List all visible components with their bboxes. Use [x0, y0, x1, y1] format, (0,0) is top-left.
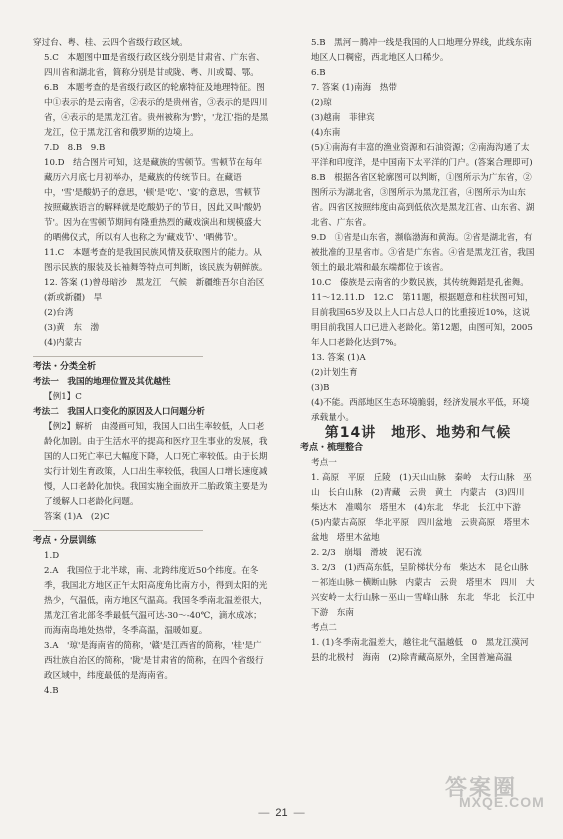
text-line: 2. 2/3 崩塌 滑坡 泥石流 [311, 548, 422, 558]
text-line: 穿过台、粤、桂、云四个省级行政区域。 [33, 38, 188, 48]
section-divider [33, 356, 203, 357]
text-line: (5)①南海有丰富的渔业资源和石油资源；②南海沟通了太平洋和印度洋，是中国南下太平洋的门户。(答案合理即可) [311, 143, 533, 168]
text-line: 7.D 8.B 9.B [44, 143, 106, 153]
text-line: 11～12.11.D 12.C 第11题，根据题意和柱状图可知，目前我国65岁及以上人口占总人口的比重接近10%，这说明目前我国人口已进入老龄化。第12题，由图可知，2005年人口老龄化达到7%。 [311, 293, 534, 348]
text-line: 6.B 本题考查的是省级行政区的轮廓特征及地理特征。图中①表示的是云南省，②表示的是贵州省，③表示的是四川省，④表示的是黑龙江省。贵州被称为'黔'，'龙江'指的是黑龙江，位于黑龙江省和俄罗斯的边境上。 [44, 83, 269, 138]
page-number: — 21 — [0, 806, 563, 821]
text-line: 8.B 根据各省区轮廓图可以判断，①图所示为广东省，②图所示为湖北省，③图所示为黑龙江省，④图所示为山东省。四省区按照纬度由高到低依次是黑龙江省、山东省、湖北省、广东省。 [311, 173, 535, 228]
text-line: 3. 2/3 (1)西高东低，呈阶梯状分布 柴达木 昆仑山脉－祁连山脉－横断山脉 内蒙古 云贵 塔里木 四川 大兴安岭－太行山脉－巫山－雪峰山脉 东北 华北 长江中下游 东南 [311, 563, 535, 618]
watermark-top: 答案圈 [445, 775, 518, 800]
text-line: (4)内蒙古 [44, 338, 82, 348]
text-line: 4.B [44, 686, 59, 696]
text-line: (3)黄 东 渤 [44, 323, 100, 333]
text-line: 10.C 傣族是云南省的少数民族，其传统舞蹈是孔雀舞。 [311, 278, 529, 288]
chapter-title: 第14讲 地形、地势和气候 [324, 425, 512, 441]
text-line: (2)台湾 [44, 308, 74, 318]
text-line: 13. 答案 (1)A [311, 353, 366, 363]
text-line: (3)越南 菲律宾 [311, 113, 375, 123]
text-line: 1.D [44, 551, 60, 561]
text-line: 1. (1)冬季南北温差大，越往北气温越低 0 黑龙江漠河县的北极村 海南 (2)除青藏高原外，全国普遍高温 [311, 638, 529, 663]
watermark-logo [445, 775, 557, 832]
text-line: 7. 答案 (1)南海 热带 [311, 83, 397, 93]
text-line: 【例2】解析 由漫画可知，我国人口出生率较低，人口老龄化加剧。由于生活水平的提高和医疗卫生事业的发展，我国的人口死亡率已大幅度下降，人口死亡率较低。由于长期实行计划生育政策，人口出生率较低，我国人口增长速度减慢，人口老龄化加快。我国实施全面放开二胎政策主要是为了缓解人口老龄化问题。 [44, 422, 268, 507]
text-line: 考点一 [311, 458, 337, 468]
text-line: 2.A 我国位于北半球，南、北跨纬度近50个纬度。在冬季，我国北方地区正午太阳高度角比南方小，得到太阳的光热少，气温低，南方地区气温高。我国冬季南北温差很大，黑龙江省北部冬季最低气温可达-30～-40℃，滴水成冰；而海南岛地处热带，冬季高温，温暖如夏。 [44, 566, 268, 636]
subsection-heading: 考法二 我国人口变化的原因及人口问题分析 [33, 407, 205, 417]
section-heading: 考点・梳理整合 [300, 443, 364, 453]
text-line: 12. 答案 (1)曾母暗沙 黑龙江 气候 新疆维吾尔自治区(新或新疆) 旱 [44, 278, 265, 303]
text-line: (3)B [311, 383, 330, 393]
text-line: 3.A '琼'是海南省的简称，'赣'是江西省的简称，'桂'是广西壮族自治区的简称，'陇'是甘肃省的简称，在四个省级行政区域中，纬度最低的是海南省。 [44, 641, 264, 681]
text-line: 答案 (1)A (2)C [44, 512, 110, 522]
text-line: (2)计划生育 [311, 368, 358, 378]
text-line: (2)琼 [311, 98, 332, 108]
text-line: 【例1】C [44, 392, 82, 402]
text-line: 5.C 本题图中Ⅲ是省级行政区线分别是甘肃省、广东省、四川省和湖北省，简称分别是甘或陇、粤、川或蜀、鄂。 [44, 53, 265, 78]
text-line: 10.D 结合图片可知，这是藏族的雪顿节。雪顿节在每年藏历六月底七月初举办，是藏族的传统节日。在藏语中，'雪'是酸奶子的意思，'顿'是'吃'、'宴'的意思，雪顿节按照藏族语言的解释就是吃酸奶子的节日，因此又叫'酸奶节'。因为在雪顿节期间有隆重热烈的藏戏演出和规模盛大的晒佛仪式，所以有人也称之为'藏戏节'、'晒佛节'。 [44, 158, 263, 243]
section-heading: 考法・分类全析 [33, 362, 97, 372]
left-column [33, 36, 269, 699]
text-line: (4)东南 [311, 128, 341, 138]
text-line: 6.B [311, 68, 326, 78]
subsection-heading: 考法一 我国的地理位置及其优越性 [33, 377, 171, 387]
text-line: 1. 高原 平原 丘陵 (1)天山山脉 秦岭 太行山脉 巫山 长白山脉 (2)青藏 云贵 黄土 内蒙古 (3)四川 柴达木 准噶尔 塔里木 (4)东北 华北 长江中下游 (5)内蒙古高原 华北平原 四川盆地 云贵高原 塔里木盆地 塔里木盆地 [311, 473, 534, 543]
section-heading: 考点・分层训练 [33, 536, 97, 546]
text-line: 5.B 黑河－腾冲一线是我国的人口地理分界线，此线东南地区人口稠密，西北地区人口稀少。 [311, 38, 532, 63]
text-line: (4)不能。西部地区生态环境脆弱，经济发展水平低，环境承载量小。 [311, 398, 530, 423]
watermark-bottom: MXQE.COM [459, 794, 545, 810]
text-line: 9.D ①省是山东省，濒临渤海和黄海。②省是湖北省，有被批准的卫星省市。③省是广东省。④省是黑龙江省，我国领土的最北端和最东端都位于该省。 [311, 233, 535, 273]
right-column [300, 36, 536, 666]
text-line: 11.C 本题考查的是我国民族风情及获取图片的能力。从图示民族的服装及长袖舞等特点可判断，该民族为朝鲜族。 [44, 248, 268, 273]
text-line: 考点二 [311, 623, 337, 633]
section-divider [33, 530, 203, 531]
